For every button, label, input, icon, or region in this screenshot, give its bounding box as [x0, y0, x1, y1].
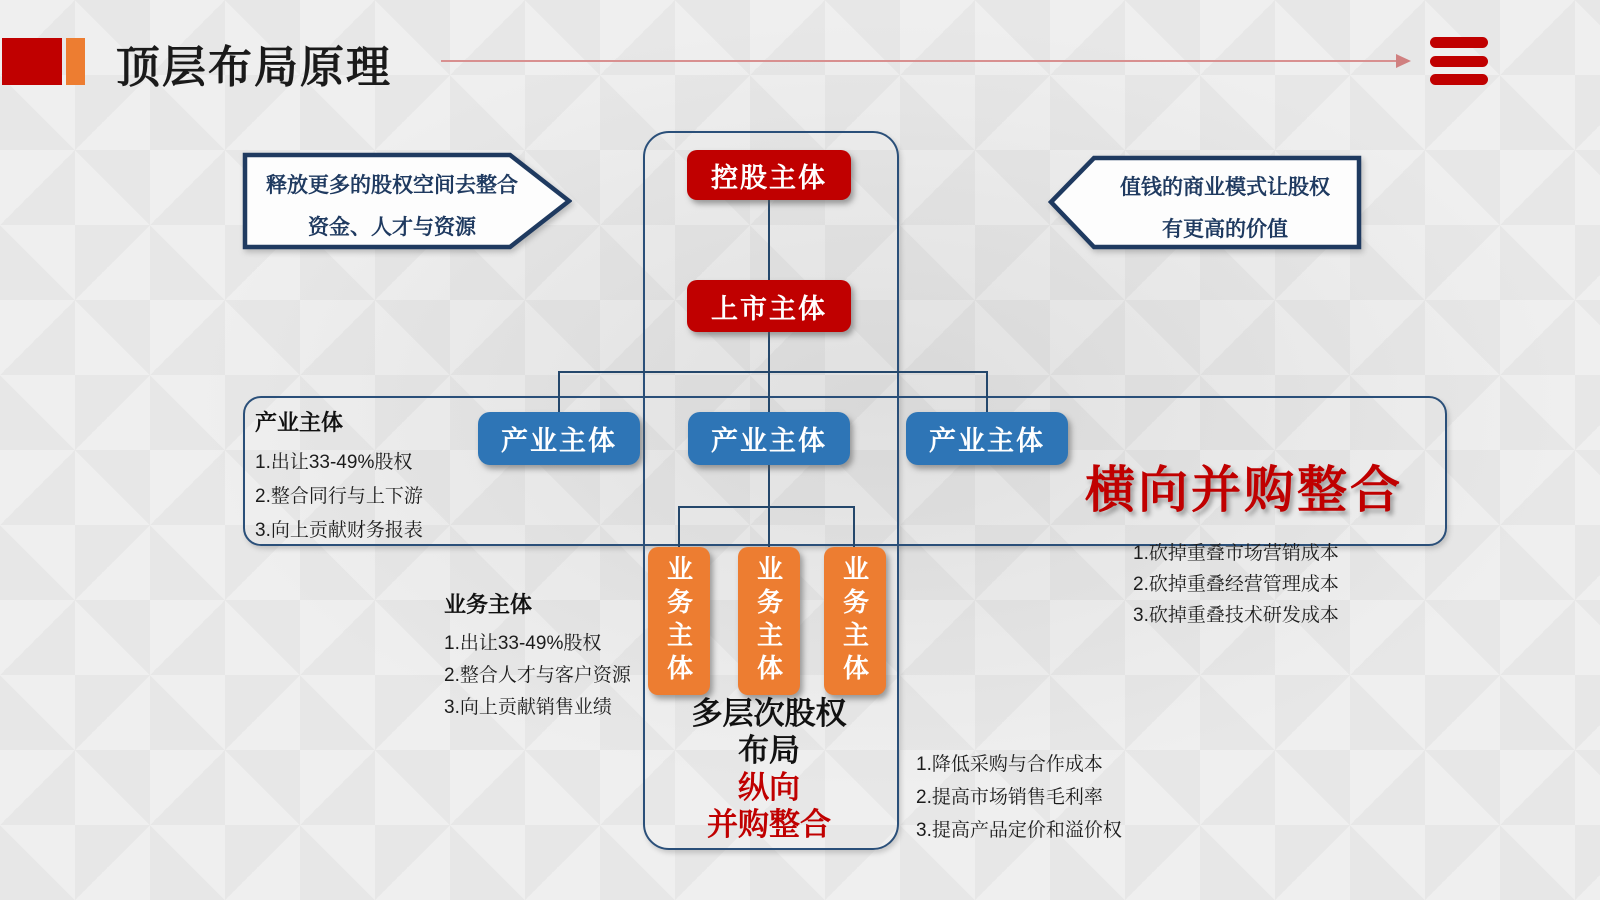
branch-line-business — [678, 506, 855, 508]
horizontal-merge-headline: 横向并购整合 — [1085, 462, 1403, 518]
horizontal-merge-item-1: 1.砍掉重叠市场营销成本 — [1133, 543, 1339, 564]
vertical-merge-item-2: 2.提高市场销售毛利率 — [916, 787, 1103, 808]
node-business-entity-2 — [738, 547, 800, 695]
title-accent-orange-block — [66, 38, 85, 85]
vertical-merge-label-line2: 布局 — [738, 733, 800, 768]
page-title: 顶层布局原理 — [116, 43, 392, 92]
stub-business-2 — [768, 506, 770, 547]
business-entity-3-label: 业务主体 — [839, 555, 870, 687]
vertical-merge-label — [643, 695, 895, 843]
node-business-entity-1 — [648, 547, 710, 695]
business-panel — [444, 588, 631, 724]
business-panel-heading: 业务主体 — [444, 592, 533, 617]
menu-bar-bottom — [1430, 74, 1488, 85]
industry-panel-item-1: 1.出让33-49%股权 — [255, 452, 413, 473]
node-listed-entity: 上市主体 — [687, 280, 851, 332]
vertical-merge-item-1: 1.降低采购与合作成本 — [916, 754, 1103, 775]
business-panel-item-2: 2.整合人才与客户资源 — [444, 665, 631, 686]
stub-industry-2 — [768, 371, 770, 413]
title-accent-red-block — [2, 38, 62, 85]
callout-right-line2: 有更高的价值 — [1162, 218, 1288, 241]
horizontal-merge-item-2: 2.砍掉重叠经营管理成本 — [1133, 574, 1339, 595]
business-panel-item-3: 3.向上贡献销售业绩 — [444, 697, 612, 718]
vertical-merge-list — [916, 748, 1122, 847]
callout-left-line2: 资金、人才与资源 — [308, 216, 476, 239]
vertical-merge-label-line1: 多层次股权 — [691, 696, 847, 731]
connector-holding-listed — [768, 200, 770, 280]
node-industry-entity-3: 产业主体 — [906, 412, 1068, 465]
node-industry-entity-1: 产业主体 — [478, 412, 640, 465]
horizontal-merge-item-3: 3.砍掉重叠技术研发成本 — [1133, 605, 1339, 626]
callout-left — [242, 152, 572, 250]
business-entity-1-label: 业务主体 — [663, 555, 694, 687]
menu-bar-middle — [1430, 56, 1488, 67]
hamburger-menu-icon[interactable] — [1430, 37, 1490, 85]
stub-industry-3 — [986, 371, 988, 413]
business-panel-item-1: 1.出让33-49%股权 — [444, 633, 602, 654]
callout-right — [1048, 155, 1362, 250]
menu-bar-top — [1430, 37, 1488, 48]
arrow-right-icon — [1396, 54, 1411, 68]
callout-left-line1: 释放更多的股权空间去整合 — [266, 174, 518, 197]
title-underline-arrow-line — [441, 60, 1398, 62]
industry-panel-item-2: 2.整合同行与上下游 — [255, 486, 423, 507]
horizontal-merge-list — [1133, 538, 1339, 631]
industry-panel-heading: 产业主体 — [255, 410, 344, 435]
vertical-merge-label-line4: 并购整合 — [707, 807, 831, 842]
node-business-entity-3 — [824, 547, 886, 695]
node-industry-entity-2: 产业主体 — [688, 412, 850, 465]
connector-industry-branch — [768, 465, 770, 507]
branch-line-industry — [558, 371, 988, 373]
node-holding-entity: 控股主体 — [687, 150, 851, 200]
stub-business-1 — [678, 506, 680, 547]
stub-industry-1 — [558, 371, 560, 413]
vertical-merge-item-3: 3.提高产品定价和溢价权 — [916, 820, 1122, 841]
connector-listed-branch — [768, 332, 770, 372]
vertical-merge-label-line3: 纵向 — [738, 770, 800, 805]
industry-panel — [255, 406, 423, 548]
industry-panel-item-3: 3.向上贡献财务报表 — [255, 520, 423, 541]
stub-business-3 — [853, 506, 855, 547]
business-entity-2-label: 业务主体 — [753, 555, 784, 687]
callout-right-line1: 值钱的商业模式让股权 — [1120, 176, 1330, 199]
